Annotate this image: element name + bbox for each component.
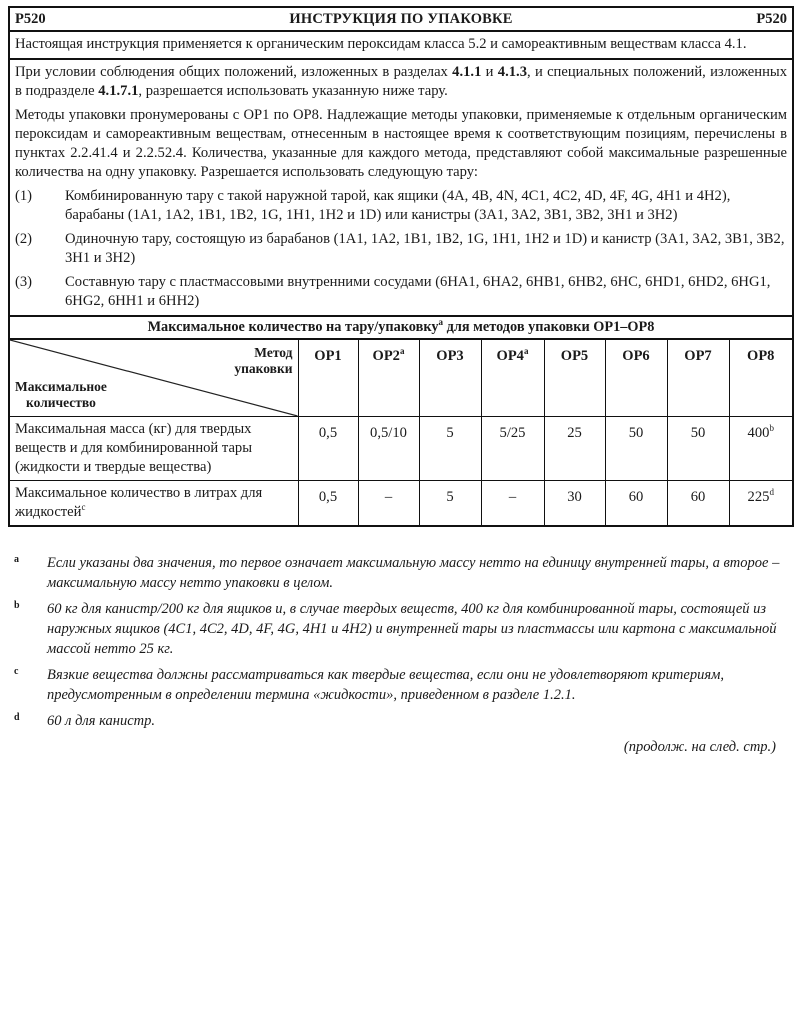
table-title-rest: для методов упаковки OP1–OP8 (443, 319, 655, 335)
table-cell: 60 (605, 481, 667, 526)
item-text: Составную тару с пластмассовыми внутренними сосудами (6HA1, 6HA2, 6HB1, 6HB2, 6HC, 6HD1, 6HD2, 6HG1, 6HG2, 6HH1 и 6HH2) (65, 274, 771, 309)
table-cell: 5 (419, 417, 481, 481)
ref-4-1-3: 4.1.3 (497, 64, 527, 80)
row-label-max-liters: Максимальное количество в литрах для жидкостей$^c$ (10, 481, 298, 526)
table-cell: 400$^b$ (729, 417, 792, 481)
item-number: (3) (15, 274, 33, 290)
table-title-text: Максимальное количество на тару/упаковку (147, 319, 439, 335)
item-text: Одиночную тару, состоящую из барабанов (1A1, 1A2, 1B1, 1B2, 1G, 1H1, 1H2 и 1D) и канистр (3A1, 3A2, 3B1, 3B2, 3H1 и 3H2) (65, 231, 785, 266)
packaging-item (15, 273, 787, 311)
table-cell: 0,5 (298, 481, 358, 526)
corner-bottom-line2: количество (26, 395, 96, 410)
conditions-text (15, 63, 787, 101)
footnote-ref: a (438, 317, 444, 328)
table-title (10, 317, 792, 340)
column-header-op8: OP8 (729, 340, 792, 417)
conditions-part2: и (481, 64, 498, 80)
corner-top-label (234, 345, 292, 377)
packing-instruction-frame (8, 6, 794, 527)
footnote-text: Если указаны два значения, то первое означает максимальную массу нетто на единицу внутренней тары, а второе – максимальную массу нетто упаковки в целом. (47, 555, 780, 591)
item-number: (2) (15, 231, 33, 247)
ref-4-1-7-1: 4.1.7.1 (98, 83, 139, 99)
column-header-op2: OP2$^a$ (358, 340, 419, 417)
instruction-code-left: P520 (15, 10, 46, 27)
column-header-op1: OP1 (298, 340, 358, 417)
table-cell: 0,5 (298, 417, 358, 481)
table-cell: 25 (544, 417, 605, 481)
footnote-mark: a (14, 554, 19, 565)
footnote-mark: d (14, 712, 20, 723)
column-header-op5: OP5 (544, 340, 605, 417)
ref-4-1-1: 4.1.1 (452, 64, 482, 80)
footnote-text: 60 л для канистр. (47, 713, 155, 729)
table-cell: 5/25 (481, 417, 544, 481)
footnote-mark: b (14, 600, 20, 611)
corner-top-line1: Метод (254, 345, 293, 360)
corner-bottom-label (15, 379, 107, 411)
packaging-item (15, 230, 787, 268)
table-cell: 30 (544, 481, 605, 526)
footnote-c (14, 665, 784, 705)
footnotes (14, 553, 784, 757)
table-row (10, 481, 792, 526)
footnote-text: Вязкие вещества должны рассматриваться как твердые вещества, если они не удовлетворяют критериям, предусмотренным в определении термина «жидкости», приведенном в разделе 1.2.1. (47, 667, 724, 703)
column-header-op6: OP6 (605, 340, 667, 417)
instruction-code-right: P520 (756, 10, 787, 27)
column-header-op4: OP4$^a$ (481, 340, 544, 417)
item-text: Комбинированную тару с такой наружной тарой, как ящики (4A, 4B, 4N, 4C1, 4C2, 4D, 4F, 4G, 4H1 и 4H2), барабаны (1A1, 1A2, 1B1, 1B2, 1G, 1H1, 1H2 и 1D) или канистры (3A1, 3A2, 3B1, 3B2, 3H1 и 3H2) (65, 188, 731, 223)
instruction-title: ИНСТРУКЦИЯ ПО УПАКОВКЕ (289, 10, 513, 27)
intro-text: Настоящая инструкция применяется к органическим пероксидам класса 5.2 и самореактивным веществам класса 4.1. (15, 36, 747, 52)
column-header-op7: OP7 (667, 340, 729, 417)
footnote-text: 60 кг для канистр/200 кг для ящиков и, в случае твердых веществ, 400 кг для комбинированной тары, состоящей из наружных ящиков (4C1, 4C2, 4D, 4F, 4G, 4H1 и 4H2) и внутренней тары из пластмассы или картона с максимальной массой нетто 25 кг. (47, 601, 777, 657)
instruction-header (10, 8, 792, 32)
corner-bottom-line1: Максимальное (15, 379, 107, 394)
item-number: (1) (15, 188, 33, 204)
table-cell: – (358, 481, 419, 526)
footnote-d (14, 711, 784, 731)
table-cell: 0,5/10 (358, 417, 419, 481)
table-cell: 60 (667, 481, 729, 526)
packaging-item (15, 187, 787, 225)
footnote-mark: c (14, 666, 19, 677)
table-cell: 50 (605, 417, 667, 481)
intro-section (10, 32, 792, 60)
table-cell: – (481, 481, 544, 526)
footnote-b (14, 599, 784, 659)
column-header-op3: OP3 (419, 340, 481, 417)
table-cell: 5 (419, 481, 481, 526)
corner-top-line2: упаковки (234, 361, 293, 376)
conditions-part1: При условии соблюдения общих положений, изложенных в разделах (15, 64, 453, 80)
conditions-part3: , и специальных положений, изложенных в подразделе (15, 64, 787, 99)
table-header-row (10, 340, 792, 417)
table-cell: 50 (667, 417, 729, 481)
max-quantity-table (10, 340, 792, 525)
table-row (10, 417, 792, 481)
corner-header-cell (10, 340, 298, 417)
conditions-part4: , разрешается использовать указанную ниже тару. (138, 83, 448, 99)
footnote-a (14, 553, 784, 593)
content-section (10, 60, 792, 317)
methods-text: Методы упаковки пронумерованы с OP1 по OP8. Надлежащие методы упаковки, применяемые к отдельным органическим пероксидам и самореактивным веществам, отнесенным в настоящее время к соответствующим позициям, перечислены в пунктах 2.2.41.4 и 2.2.52.4. Количества, указанные для каждого метода, представляют собой максимальные разрешенные количества на одну упаковку. Разрешается использовать следующую тару: (15, 107, 787, 180)
table-cell: 225$^d$ (729, 481, 792, 526)
row-label-max-mass: Максимальная масса (кг) для твердых веществ и для комбинированной тары (жидкости и твердые вещества) (10, 417, 298, 481)
continued-note: (продолж. на след. стр.) (623, 739, 776, 755)
